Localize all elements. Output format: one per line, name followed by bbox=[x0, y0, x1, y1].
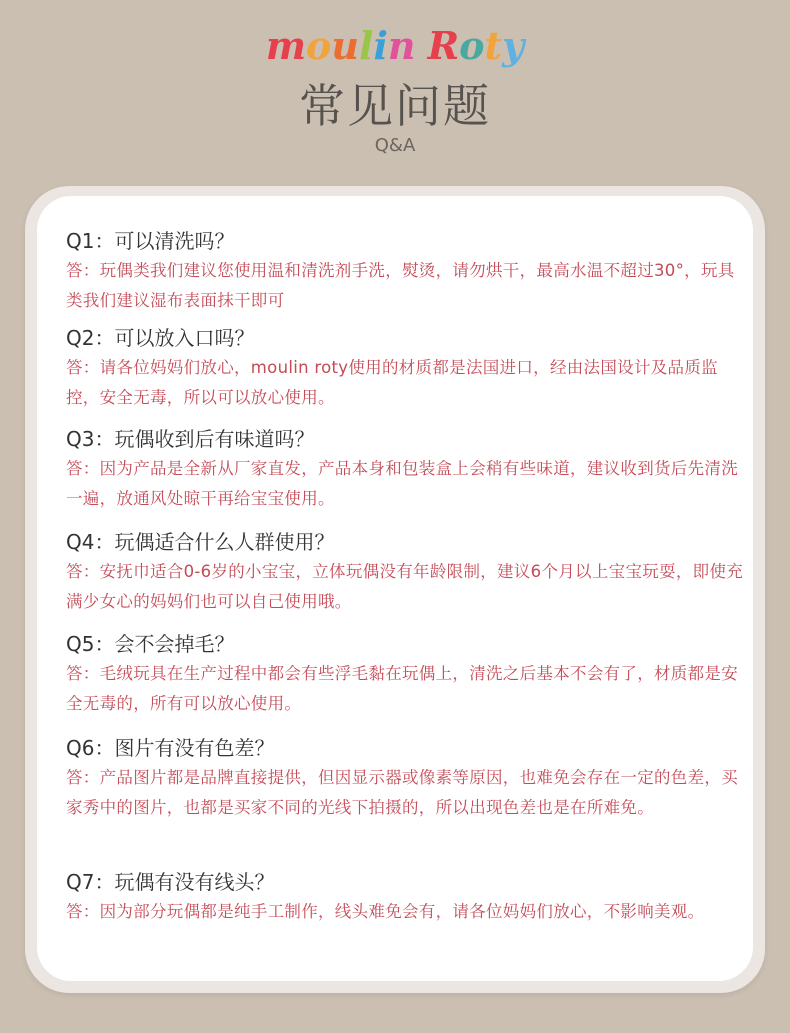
logo-letter: u bbox=[331, 23, 360, 68]
faq-question: Q4：玩偶适合什么人群使用？ bbox=[66, 530, 335, 554]
faq-question: Q6：图片有没有色差？ bbox=[66, 736, 275, 760]
logo-letter: l bbox=[359, 23, 374, 68]
faq-item-4 bbox=[66, 527, 746, 617]
logo-letter: R bbox=[427, 23, 460, 68]
faq-item-3 bbox=[66, 424, 746, 514]
faq-question: Q5：会不会掉毛？ bbox=[66, 632, 235, 656]
logo-letter: o bbox=[306, 23, 332, 68]
page-subtitle: Q&A bbox=[374, 135, 416, 156]
faq-item-5 bbox=[66, 629, 746, 719]
page-title: 常见问题 bbox=[299, 79, 491, 133]
logo-letter: t bbox=[484, 23, 503, 68]
faq-answer: 答：玩偶类我们建议您使用温和清洗剂手洗，熨烫，请勿烘干，最高水温不超过30°，玩具类我们建议湿布表面抹干即可 bbox=[66, 261, 735, 310]
logo-letter: o bbox=[459, 23, 485, 68]
faq-answer: 答：请各位妈妈们放心，moulin roty使用的材质都是法国进口，经由法国设计及品质监控，安全无毒，所以可以放心使用。 bbox=[66, 358, 718, 407]
logo-letter: m bbox=[265, 23, 307, 68]
faq-item-6 bbox=[66, 733, 746, 823]
faq-answer: 答：安抚巾适合0-6岁的小宝宝，立体玩偶没有年龄限制，建议6个月以上宝宝玩耍，即使充满少女心的妈妈们也可以自己使用哦。 bbox=[66, 562, 744, 611]
faq-question: Q1：可以清洗吗？ bbox=[66, 229, 235, 253]
faq-item-2 bbox=[66, 323, 746, 413]
faq-question: Q3：玩偶收到后有味道吗？ bbox=[66, 427, 315, 451]
brand-logo bbox=[0, 22, 790, 70]
logo-letter: i bbox=[373, 23, 388, 68]
faq-answer: 答：毛绒玩具在生产过程中都会有些浮毛黏在玩偶上，清洗之后基本不会有了，材质都是安全无毒的，所有可以放心使用。 bbox=[66, 664, 738, 713]
faq-question: Q2：可以放入口吗？ bbox=[66, 326, 255, 350]
faq-question: Q7：玩偶有没有线头？ bbox=[66, 870, 275, 894]
logo-letter: n bbox=[387, 23, 416, 68]
faq-answer: 答：产品图片都是品牌直接提供，但因显示器或像素等原因，也难免会存在一定的色差，买家秀中的图片，也都是买家不同的光线下拍摄的，所以出现色差也是在所难免。 bbox=[66, 768, 738, 817]
faq-item-1 bbox=[66, 226, 746, 316]
logo-letter: y bbox=[502, 23, 525, 68]
faq-answer: 答：因为产品是全新从厂家直发，产品本身和包装盒上会稍有些味道，建议收到货后先清洗一遍，放通风处晾干再给宝宝使用。 bbox=[66, 459, 738, 508]
faq-answer: 答：因为部分玩偶都是纯手工制作，线头难免会有，请各位妈妈们放心，不影响美观。 bbox=[66, 902, 705, 921]
faq-item-7 bbox=[66, 867, 746, 927]
